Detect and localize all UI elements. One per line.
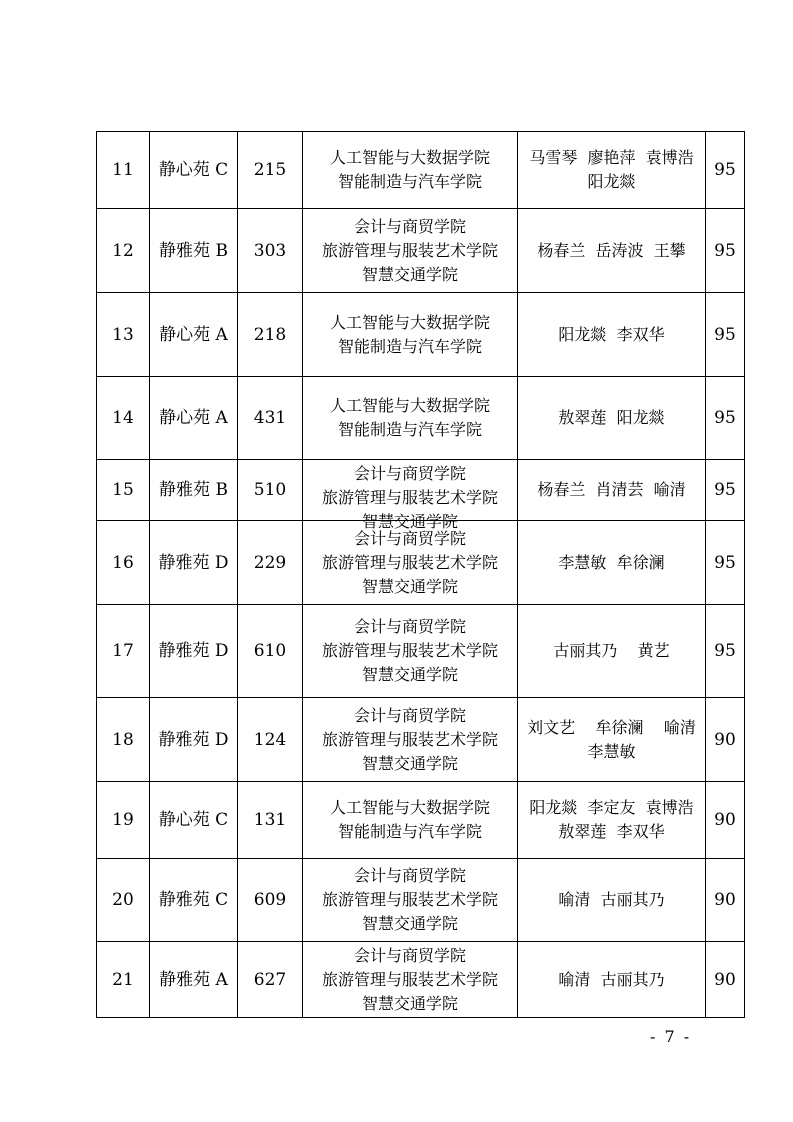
people-list: [518, 377, 706, 460]
college-list: [303, 942, 518, 1018]
college-name: 人工智能与大数据学院: [329, 148, 490, 167]
college-name: 智慧交通学院: [361, 512, 458, 531]
score: 95: [706, 377, 745, 460]
college-name: 智慧交通学院: [361, 665, 458, 684]
college-name: 旅游管理与服装艺术学院: [321, 240, 498, 260]
room-number: 627: [238, 942, 303, 1018]
people-list: [518, 859, 706, 942]
college-name: 智慧交通学院: [361, 914, 458, 933]
table-row: [97, 209, 745, 293]
college-name: 智慧交通学院: [361, 993, 458, 1013]
score: 95: [706, 132, 745, 209]
building-name: 静心苑 C: [150, 132, 238, 209]
college-list: [303, 859, 518, 942]
row-number: 12: [97, 209, 150, 293]
room-number: 218: [238, 293, 303, 377]
page-number: - 7 -: [650, 1027, 692, 1046]
college-name: 会计与商贸学院: [353, 464, 466, 483]
table-row: [97, 859, 745, 942]
college-list: [303, 782, 518, 859]
building-name: 静心苑 A: [150, 293, 238, 377]
people-names: 马雪琴 廖艳萍 袁博浩: [529, 148, 694, 167]
people-names: 李慧敏 牟徐澜: [558, 552, 665, 572]
people-names: 李慧敏: [587, 741, 636, 761]
people-list: [518, 521, 706, 605]
college-name: 智能制造与汽车学院: [337, 336, 482, 356]
building-name: 静雅苑 A: [150, 942, 238, 1018]
college-list: [303, 209, 518, 293]
people-names: 喻清 古丽其乃: [558, 890, 665, 909]
building-name: 静雅苑 D: [150, 521, 238, 605]
college-name: 智能制造与汽车学院: [337, 822, 482, 841]
score: 95: [706, 521, 745, 605]
college-name: 人工智能与大数据学院: [329, 312, 490, 332]
room-number: 610: [238, 605, 303, 698]
row-number: 20: [97, 859, 150, 942]
room-number: 510: [238, 460, 303, 521]
college-name: 人工智能与大数据学院: [329, 798, 490, 817]
building-name: 静心苑 A: [150, 377, 238, 460]
row-number: 19: [97, 782, 150, 859]
people-names: 杨春兰 肖清芸 喻清: [537, 480, 686, 499]
people-names: 刘文艺 牟徐澜 喻清: [527, 717, 696, 737]
room-number: 131: [238, 782, 303, 859]
college-name: 智能制造与汽车学院: [337, 172, 482, 191]
college-list: [303, 605, 518, 698]
college-name: 人工智能与大数据学院: [329, 396, 490, 415]
score: 95: [706, 209, 745, 293]
college-list: [303, 132, 518, 209]
table-row: [97, 377, 745, 460]
dormitory-score-table-wrapper: [96, 131, 744, 1018]
table-row: [97, 460, 745, 521]
building-name: 静雅苑 D: [150, 605, 238, 698]
people-names: 杨春兰 岳涛波 王攀: [537, 240, 686, 260]
row-number: 11: [97, 132, 150, 209]
people-names: 喻清 古丽其乃: [558, 969, 665, 989]
table-body: [97, 132, 745, 1018]
college-list: [303, 698, 518, 782]
college-name: 旅游管理与服装艺术学院: [321, 729, 498, 749]
building-name: 静雅苑 C: [150, 859, 238, 942]
people-names: 阳龙燚: [587, 172, 636, 191]
building-name: 静雅苑 B: [150, 460, 238, 521]
college-name: 会计与商贸学院: [353, 528, 466, 548]
college-name: 智慧交通学院: [361, 264, 458, 284]
row-number: 21: [97, 942, 150, 1018]
score: 95: [706, 605, 745, 698]
score: 95: [706, 460, 745, 521]
table-row: [97, 293, 745, 377]
row-number: 14: [97, 377, 150, 460]
people-list: [518, 460, 706, 521]
people-names: 阳龙燚 李双华: [558, 324, 665, 344]
table-row: [97, 782, 745, 859]
people-names: 古丽其乃 黄艺: [553, 641, 670, 660]
score: 95: [706, 293, 745, 377]
row-number: 16: [97, 521, 150, 605]
dormitory-score-table: [96, 131, 745, 1018]
table-row: [97, 605, 745, 698]
people-names: 敖翠莲 李双华: [558, 822, 665, 841]
people-list: [518, 698, 706, 782]
score: 90: [706, 859, 745, 942]
people-names: 阳龙燚 李定友 袁博浩: [529, 798, 694, 817]
table-row: [97, 698, 745, 782]
room-number: 229: [238, 521, 303, 605]
room-number: 303: [238, 209, 303, 293]
college-name: 旅游管理与服装艺术学院: [321, 890, 498, 909]
score: 90: [706, 942, 745, 1018]
table-row: [97, 942, 745, 1018]
row-number: 17: [97, 605, 150, 698]
room-number: 431: [238, 377, 303, 460]
row-number: 15: [97, 460, 150, 521]
college-name: 旅游管理与服装艺术学院: [321, 969, 498, 989]
building-name: 静雅苑 B: [150, 209, 238, 293]
table-row: [97, 132, 745, 209]
people-list: [518, 209, 706, 293]
room-number: 215: [238, 132, 303, 209]
room-number: 124: [238, 698, 303, 782]
people-list: [518, 942, 706, 1018]
college-name: 旅游管理与服装艺术学院: [321, 552, 498, 572]
college-name: 会计与商贸学院: [353, 705, 466, 725]
people-list: [518, 132, 706, 209]
people-list: [518, 605, 706, 698]
college-list: [303, 293, 518, 377]
college-list: [303, 377, 518, 460]
college-name: 旅游管理与服装艺术学院: [321, 641, 498, 660]
row-number: 18: [97, 698, 150, 782]
people-names: 敖翠莲 阳龙燚: [558, 408, 665, 427]
college-name: 智慧交通学院: [361, 753, 458, 773]
college-name: 会计与商贸学院: [353, 945, 466, 965]
college-name: 旅游管理与服装艺术学院: [321, 488, 498, 507]
college-name: 智慧交通学院: [361, 576, 458, 596]
score: 90: [706, 782, 745, 859]
room-number: 609: [238, 859, 303, 942]
building-name: 静心苑 C: [150, 782, 238, 859]
score: 90: [706, 698, 745, 782]
people-list: [518, 293, 706, 377]
college-name: 会计与商贸学院: [353, 617, 466, 636]
college-name: 智能制造与汽车学院: [337, 420, 482, 439]
college-list: [303, 460, 518, 531]
row-number: 13: [97, 293, 150, 377]
building-name: 静雅苑 D: [150, 698, 238, 782]
college-name: 会计与商贸学院: [353, 216, 466, 236]
college-name: 会计与商贸学院: [353, 866, 466, 885]
people-list: [518, 782, 706, 859]
